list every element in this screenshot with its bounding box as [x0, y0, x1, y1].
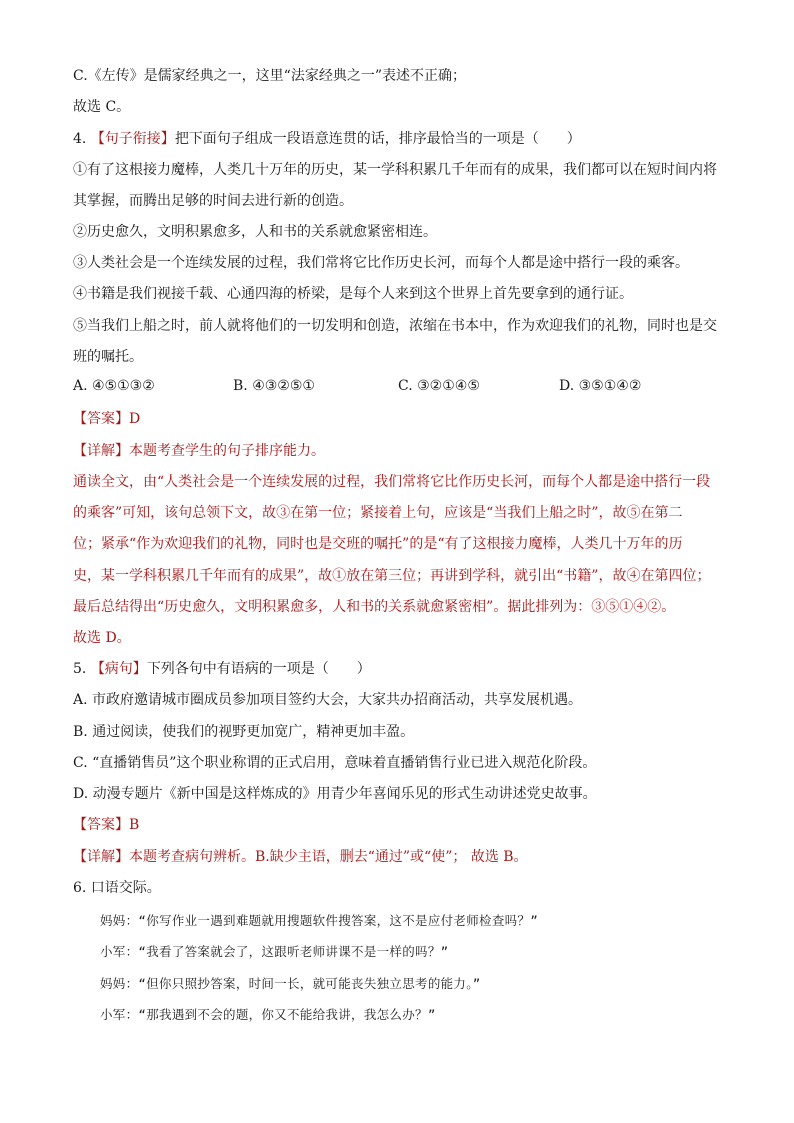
q5-prompt: 下列各句中有语病的一项是（ ）	[146, 661, 371, 677]
q4-type-tag: 【句子衔接】	[90, 131, 175, 147]
q4-number: 4.	[73, 131, 91, 147]
q4-explanation-2: 的乘客”可知，该句总领下文，故③在第一位；紧接着上句，应该是“当我们上船之时”，故⑤在第二	[73, 505, 683, 521]
q4-option-d: D. ③⑤①④②	[559, 378, 642, 394]
q4-conclusion: 故选 D。	[73, 630, 131, 646]
q4-detail-text: 本题考查学生的句子排序能力。	[129, 443, 325, 459]
q4-option-b: B. ④③②⑤①	[233, 378, 315, 394]
dialogue-line-2: 小军：“我看了答案就会了，这跟听老师讲课不是一样的吗？”	[100, 944, 449, 959]
q5-detail-text: 本题考查病句辨析。B.缺少主语，删去“通过”或“使”； 故选 B。	[129, 849, 528, 865]
prev-conclusion: 故选 C。	[73, 99, 131, 115]
q4-option-a: A. ④⑤①③②	[73, 378, 155, 394]
q4-answer: 【答案】D	[73, 411, 141, 427]
q5-option-c: C. “直播销售员”这个职业称谓的正式启用，意味着直播销售行业已进入规范化阶段。	[73, 755, 597, 771]
q4-sentence-3: ③人类社会是一个连续发展的过程，我们常将它比作历史长河，而每个人都是途中搭行一段的乘客。	[73, 255, 689, 271]
q5-option-a: A. 市政府邀请城市圈成员参加项目签约大会，大家共办招商活动，共享发展机遇。	[73, 692, 583, 708]
q4-options	[73, 378, 733, 398]
q4-prompt: 把下面句子组成一段语意连贯的话，排序最恰当的一项是（ ）	[174, 131, 581, 147]
q4-sentence-5a: ⑤当我们上船之时，前人就将他们的一切发明和创造，浓缩在书本中，作为欢迎我们的礼物，同时也是交	[73, 318, 717, 334]
q4-sentence-5b: 班的嘱托。	[73, 349, 143, 365]
q5-answer: 【答案】B	[73, 817, 140, 833]
dialogue-line-4: 小军：“那我遇到不会的题，你又不能给我讲，我怎么办？”	[100, 1007, 436, 1022]
q4-explanation-4: 史，某一学科积累几千年而有的成果”，故①放在第三位；再讲到学科，就引出“书籍”，故④在第四位；	[73, 568, 711, 584]
q4-title	[73, 129, 734, 149]
q4-detail-tag: 【详解】	[73, 443, 129, 459]
q5-detail-tag: 【详解】	[73, 849, 129, 865]
dialogue-line-1: 妈妈：“你写作业一遇到难题就用搜题软件搜答案，这不是应付老师检查吗？”	[100, 913, 539, 928]
dialogue-line-3: 妈妈：“但你只照抄答案，时间一长，就可能丧失独立思考的能力。”	[100, 976, 481, 991]
q4-explanation-3: 位；紧承“作为欢迎我们的礼物，同时也是交班的嘱托”的是“有了这根接力魔棒，人类几十万年的历	[73, 536, 683, 552]
q5-type-tag: 【病句】	[90, 661, 147, 677]
q4-detail	[73, 441, 734, 461]
q4-explanation-5: 最后总结得出“历史愈久，文明积累愈多，人和书的关系就愈紧密相”。据此排列为：③⑤①④②。	[73, 599, 676, 615]
q5-option-d: D. 动漫专题片《新中国是这样炼成的》用青少年喜闻乐见的形式生动讲述党史故事。	[73, 786, 597, 802]
q4-sentence-4: ④书籍是我们视接千载、心通四海的桥梁，是每个人来到这个世界上首先要拿到的通行证。	[73, 286, 633, 302]
q5-detail	[73, 847, 734, 867]
prev-explanation-c: C.《左传》是儒家经典之一，这里“法家经典之一”表述不正确；	[73, 68, 466, 84]
q4-sentence-2: ②历史愈久，文明积累愈多，人和书的关系就愈紧密相连。	[73, 224, 437, 240]
q5-title	[73, 659, 734, 679]
q4-sentence-1b: 其掌握，而腾出足够的时间去进行新的创造。	[73, 193, 353, 209]
q6-title: 6. 口语交际。	[73, 880, 161, 896]
q5-option-b: B. 通过阅读，使我们的视野更加宽广，精神更加丰盈。	[73, 724, 415, 740]
q4-sentence-1a: ①有了这根接力魔棒，人类几十万年的历史，某一学科积累几千年而有的成果，我们都可以在短时间内将	[73, 162, 717, 178]
q4-explanation-1: 通读全文，由“人类社会是一个连续发展的过程，我们常将它比作历史长河，而每个人都是途中搭行一段	[73, 474, 711, 490]
q4-option-c: C. ③②①④⑤	[398, 378, 480, 394]
q5-number: 5.	[73, 661, 91, 677]
